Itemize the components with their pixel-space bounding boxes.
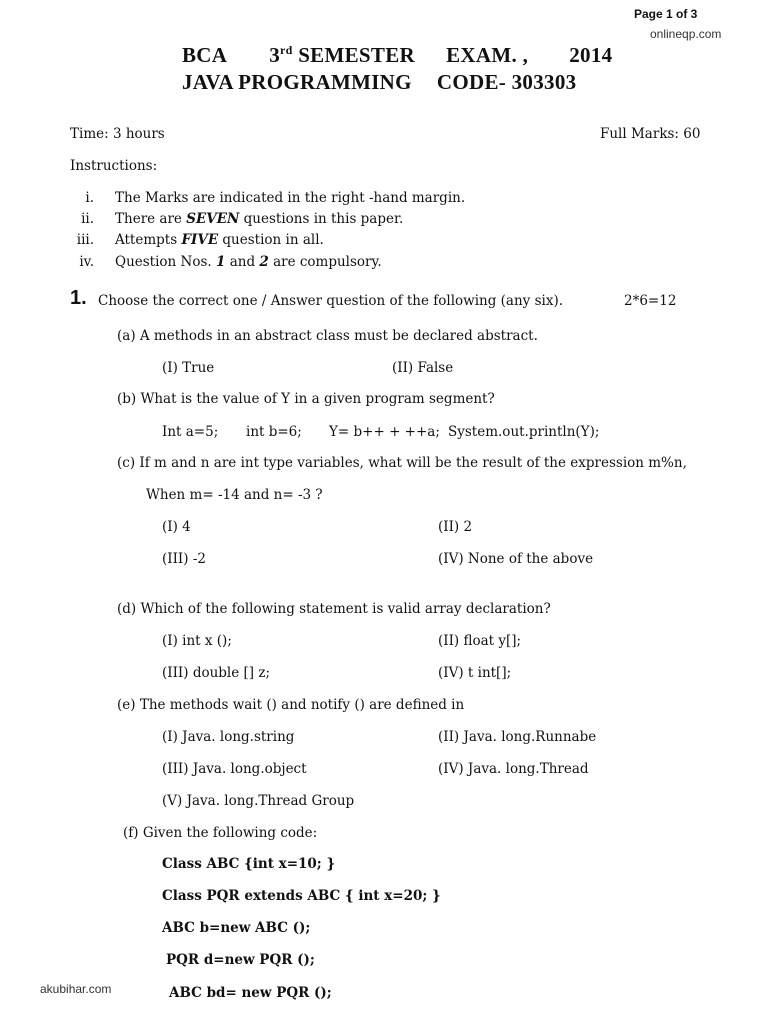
option: (II) False — [392, 360, 454, 376]
question-marks: 2*6=12 — [624, 293, 677, 309]
subquestion-label: (e) — [117, 697, 136, 713]
option: (IV) Java. long.Thread — [438, 761, 589, 777]
paper-code: CODE- 303303 — [436, 70, 577, 94]
instruction-text: Question Nos. — [115, 254, 216, 270]
exam-title — [182, 43, 612, 68]
subquestion-text: If m and n are int type variables, what will be the result of the expression m%n, — [139, 455, 687, 471]
subquestion-text: The methods wait () and notify () are defined in — [139, 697, 465, 713]
semester-suffix: rd — [280, 43, 293, 57]
option: (II) float y[]; — [438, 633, 522, 649]
subquestion-b — [117, 391, 495, 407]
instruction-item — [115, 211, 403, 227]
instruction-item — [115, 232, 324, 248]
subject: JAVA PROGRAMMING — [182, 70, 412, 94]
page-number: Page 1 of 3 — [634, 7, 698, 21]
instruction-number: i. — [85, 190, 94, 206]
option: (I) int x (); — [162, 633, 232, 649]
option: (III) -2 — [162, 551, 206, 567]
subquestion-f — [123, 825, 317, 841]
option: (III) double [] z; — [162, 665, 271, 681]
subquestion-label: (a) — [117, 328, 136, 344]
exam-subtitle — [182, 70, 576, 95]
subquestion-text: What is the value of Y in a given program segment? — [140, 391, 495, 407]
code-line: ABC bd= new PQR (); — [169, 985, 332, 1001]
instruction-text: Attempts — [115, 232, 182, 248]
code-line: PQR d=new PQR (); — [166, 952, 315, 968]
subquestion-e — [117, 697, 464, 713]
option: (II) 2 — [438, 519, 473, 535]
instruction-text: questions in this paper. — [239, 211, 404, 227]
option: (IV) None of the above — [438, 551, 594, 567]
emphasis: 2 — [259, 254, 269, 270]
instruction-text: The Marks are indicated in the right -hand margin. — [115, 190, 466, 206]
instructions-heading: Instructions: — [70, 158, 158, 174]
option: (I) Java. long.string — [162, 729, 295, 745]
code-fragment: System.out.println(Y); — [448, 424, 600, 440]
option: (IV) t int[]; — [438, 665, 512, 681]
subquestion-label: (c) — [117, 455, 136, 471]
code-fragment: Int a=5; — [162, 424, 219, 440]
watermark-top: onlineqp.com — [650, 27, 722, 41]
instruction-text: question in all. — [218, 232, 324, 248]
instruction-text: and — [225, 254, 260, 270]
option: (I) 4 — [162, 519, 191, 535]
subquestion-d — [117, 601, 551, 617]
emphasis: 1 — [216, 254, 226, 270]
subquestion-text: A methods in an abstract class must be declared abstract. — [139, 328, 538, 344]
option: (III) Java. long.object — [162, 761, 307, 777]
semester-number: 3 — [269, 43, 281, 67]
subquestion-text: Given the following code: — [142, 825, 318, 841]
subquestion-text: Which of the following statement is valid array declaration? — [140, 601, 551, 617]
full-marks: Full Marks: 60 — [600, 126, 701, 142]
watermark-bottom: akubihar.com — [40, 982, 112, 996]
subquestion-label: (f) — [123, 825, 139, 841]
code-fragment: Y= b++ + ++a; — [329, 424, 440, 440]
instruction-text: are compulsory. — [268, 254, 382, 270]
code-line: Class PQR extends ABC { int x=20; } — [162, 888, 441, 904]
subquestion-a — [117, 328, 538, 344]
emphasis: SEVEN — [186, 211, 240, 227]
option: (II) Java. long.Runnabe — [438, 729, 597, 745]
option: (V) Java. long.Thread Group — [162, 793, 355, 809]
question-number: 1. — [70, 287, 87, 309]
exam-year: 2014 — [569, 43, 613, 67]
option: (I) True — [162, 360, 215, 376]
instruction-item — [115, 254, 382, 270]
code-line: ABC b=new ABC (); — [162, 920, 311, 936]
code-fragment: int b=6; — [246, 424, 302, 440]
course: BCA — [182, 43, 227, 67]
question-text: Choose the correct one / Answer question of the following (any six). — [98, 293, 564, 309]
semester-word: SEMESTER — [298, 43, 415, 67]
subquestion-label: (b) — [117, 391, 137, 407]
subquestion-condition: When m= -14 and n= -3 ? — [146, 487, 323, 503]
emphasis: FIVE — [181, 232, 219, 248]
instruction-number: ii. — [81, 211, 94, 227]
subquestion-c — [117, 455, 687, 471]
instruction-item — [115, 190, 465, 206]
exam-time: Time: 3 hours — [70, 126, 165, 142]
subquestion-label: (d) — [117, 601, 137, 617]
instruction-number: iv. — [79, 254, 94, 270]
code-line: Class ABC {int x=10; } — [162, 856, 336, 872]
instruction-text: There are — [115, 211, 187, 227]
exam-word: EXAM. , — [446, 43, 529, 67]
instruction-number: iii. — [76, 232, 94, 248]
